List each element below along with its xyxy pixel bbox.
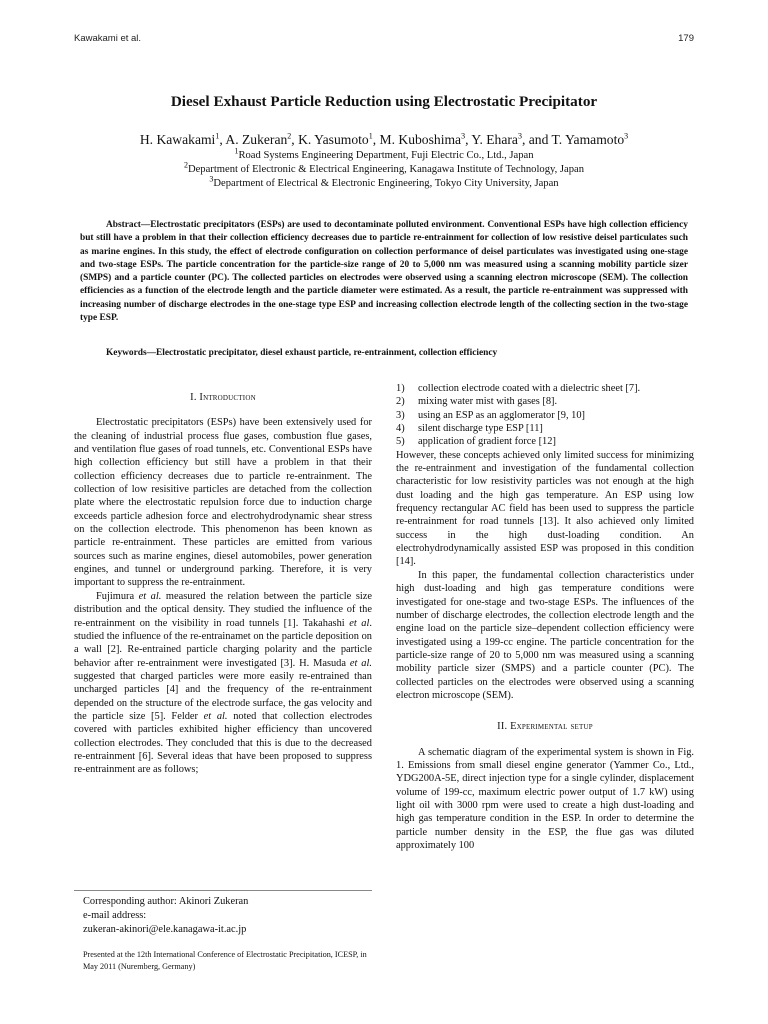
list-item: 3) using an ESP as an agglomerator [9, 10] (396, 409, 585, 421)
list-item: 4) silent discharge type ESP [11] (396, 423, 543, 435)
author: A. Zukeran$^2$, (225, 131, 299, 147)
email-address: zukeran-akinori@ele.kanagawa-it.ac.jp (83, 924, 247, 935)
running-header (74, 33, 694, 47)
text-run: suggested that charged particles were more easily re-entrained than uncharged particles [4] and the frequency of the re-entrainment depended on the structure of the electrode surface, the gas velocity and the particle size [5]. Felder (74, 670, 372, 722)
setup-paragraph-1: A schematic diagram of the experimental system is shown in Fig. 1. Emissions from small diesel engine generator (Yammer Co., Ltd., YDG200A-5E, direct injection type for a single cylinder, displacement volume of 199-cc, maximum electric power output of 1.7 kW) using light oil with 3000 rpm were used to create a high dust-loading and high gas temperature condition in the ESP. In order to determine the particle number density in the ESP, the flue gas was diluted approximately 100 (396, 746, 694, 851)
affiliation: $^3$Department of Electrical & Electronic Engineering, Tokyo City University, Japan (209, 174, 559, 189)
author: T. Yamamoto$^3$ (551, 131, 629, 147)
author: K. Yasumoto$^1$, (298, 131, 380, 147)
list-item: 5) application of gradient force [12] (396, 436, 556, 448)
section-heading-experimental-setup: II. Experimental setup (497, 721, 593, 733)
body-paragraph: In this paper, the fundamental collection characteristics under high dust-loading and high gas temperature conditions were investigated for one-stage and two-stage ESPs. The influences of the number of discharge electrodes, the collection electrode length and the engine load on the particle size–dependent collection efficiency were investigated using a 199-cc engine. The particle concentration for the particle-size range of 20 to 5,000 nm was measured using a scanning mobility particle sizer (SMPS) and a particle counter (PC). The collected particles on the electrodes were observed using a scanning electron microscope (SEM). (396, 569, 694, 701)
text-run: Fujimura (96, 590, 139, 602)
italic-text: et al. (349, 657, 372, 669)
author: M. Kuboshima$^3$, (379, 131, 472, 147)
corresponding-author: Corresponding author: Akinori Zukeran (83, 896, 249, 907)
text-run: . studied the influence of the re-entrainamet on the particle deposition on a wall [2]. Re-entrained particle charging polarity and the particle behavior after re-entrainment were investigated [3]. H. Masuda (74, 617, 372, 669)
italic-text: et al (349, 617, 370, 629)
running-author: Kawakami et al. (74, 33, 142, 44)
list-item: 1) collection electrode coated with a dielectric sheet [7]. (396, 383, 641, 394)
text-run: noted that collection electrodes covered with particles exhibited higher efficiency than uncovered collection electrodes. They concluded that this is due to the decreased re-entrainment [6]. Several ideas that have been proposed to suppress re-entrainment are as follows; (74, 710, 372, 776)
abstract: Abstract—Electrostatic precipitators (ESPs) are used to decontaminate polluted environment. Conventional ESPs have high collection efficiency but still have a problem in that their collection efficiency decreases due to particle re-entrainment for collection of low resistive deisel particulates such as marine engines. In this study, the effect of electrode configuration on collection performance of deisel particulates was investigated using one-stage and two-stage ESPs. The particle concentration for the particle-size range of 20 to 5,000 nm was measured using a scanning mobility particle sizer (SMPS) and a particle counter (PC). The collected particles on electrodes were observed using a scanning electron microscope (SEM). The collection efficiencies as a function of the electrode length and the particle diameter were estimated. As a result, the particle re-entrainment was suppressed with increasing number of discharge electrodes in the one-stage type ESP and increasing collection electrode length of the collecting section in the two-stage type ESP. (80, 220, 688, 324)
intro-paragraph-1: Electrostatic precipitators (ESPs) have been extensively used for the cleaning of industrial process flue gases, combustion flue gases, and ventilation flue gases of road tunnels, etc. Conventional ESPs have high collection efficiency but still have a problem in that their collection efficiency decreases due to particle re-entrainment. The collection of low resisitive particles are detached from the collection plate where the electrostatic repulsion force due to induction charge exceeds particle adhesion force and electrohydrodynamic shear stress on the collection electrode. This phenomenon has been known as particle re-entrainment. These particles are emitted from various sources such as marine engines, diesel automobiles, power generation engines, and tunnel or underground parking. Therefore, it is very important to suppress the re-entrainment. (74, 417, 372, 589)
right-column (396, 382, 694, 852)
section-heading-introduction: I. Introduction (190, 392, 256, 403)
italic-text: et al. (203, 710, 228, 722)
body-paragraph: However, these concepts achieved only limited success for minimizing the re-entrainment and investigation of the fundamental collection characteristic for low resistivity particles was not enough at the high dust loading and the high gas temperature. An ESP using low frequency rectangular AC field has been used to suppress the particle re-entrainment for road tunnels [13]. It also achieved only limited success in the high dust-loading condition. An electrohydrodynamically assisted ESP was proposed in this condition [14]. (396, 449, 694, 568)
presentation-note: Presented at the 12th International Conference of Electrostatic Precipitation, ICESP, in May 2011 (Nuremberg, Germany) (83, 950, 367, 971)
email-label: e-mail address: (83, 910, 147, 921)
keywords: Keywords—Electrostatic precipitator, diesel exhaust particle, re-entrainment, collection efficiency (106, 348, 498, 358)
affiliation: $^2$Department of Electronic & Electrical Engineering, Kanagawa Institute of Technology, Japan (183, 160, 585, 175)
list-item: 2) mixing water mist with gases [8]. (396, 396, 558, 408)
page-number: 179 (678, 33, 694, 44)
paper-title: Diesel Exhaust Particle Reduction using Electrostatic Precipitator (170, 93, 598, 110)
author: H. Kawakami$^1$, (139, 131, 226, 147)
left-column (74, 382, 372, 777)
intro-paragraph-2 (74, 590, 372, 777)
footnote-divider (74, 890, 372, 891)
author: Y. Ehara$^3$, and (471, 131, 552, 147)
italic-text: et al. (138, 590, 162, 602)
corresponding-author-note (83, 895, 248, 937)
author-list (40, 132, 728, 148)
text-run: measured the relation between the particle size distribution and the optical density. They studied the influence of the re-entrainment on the visibility in road tunnels [1]. Takahashi (74, 590, 372, 629)
affiliation: $^1$Road Systems Engineering Department, Fuji Electric Co., Ltd., Japan (234, 146, 534, 161)
